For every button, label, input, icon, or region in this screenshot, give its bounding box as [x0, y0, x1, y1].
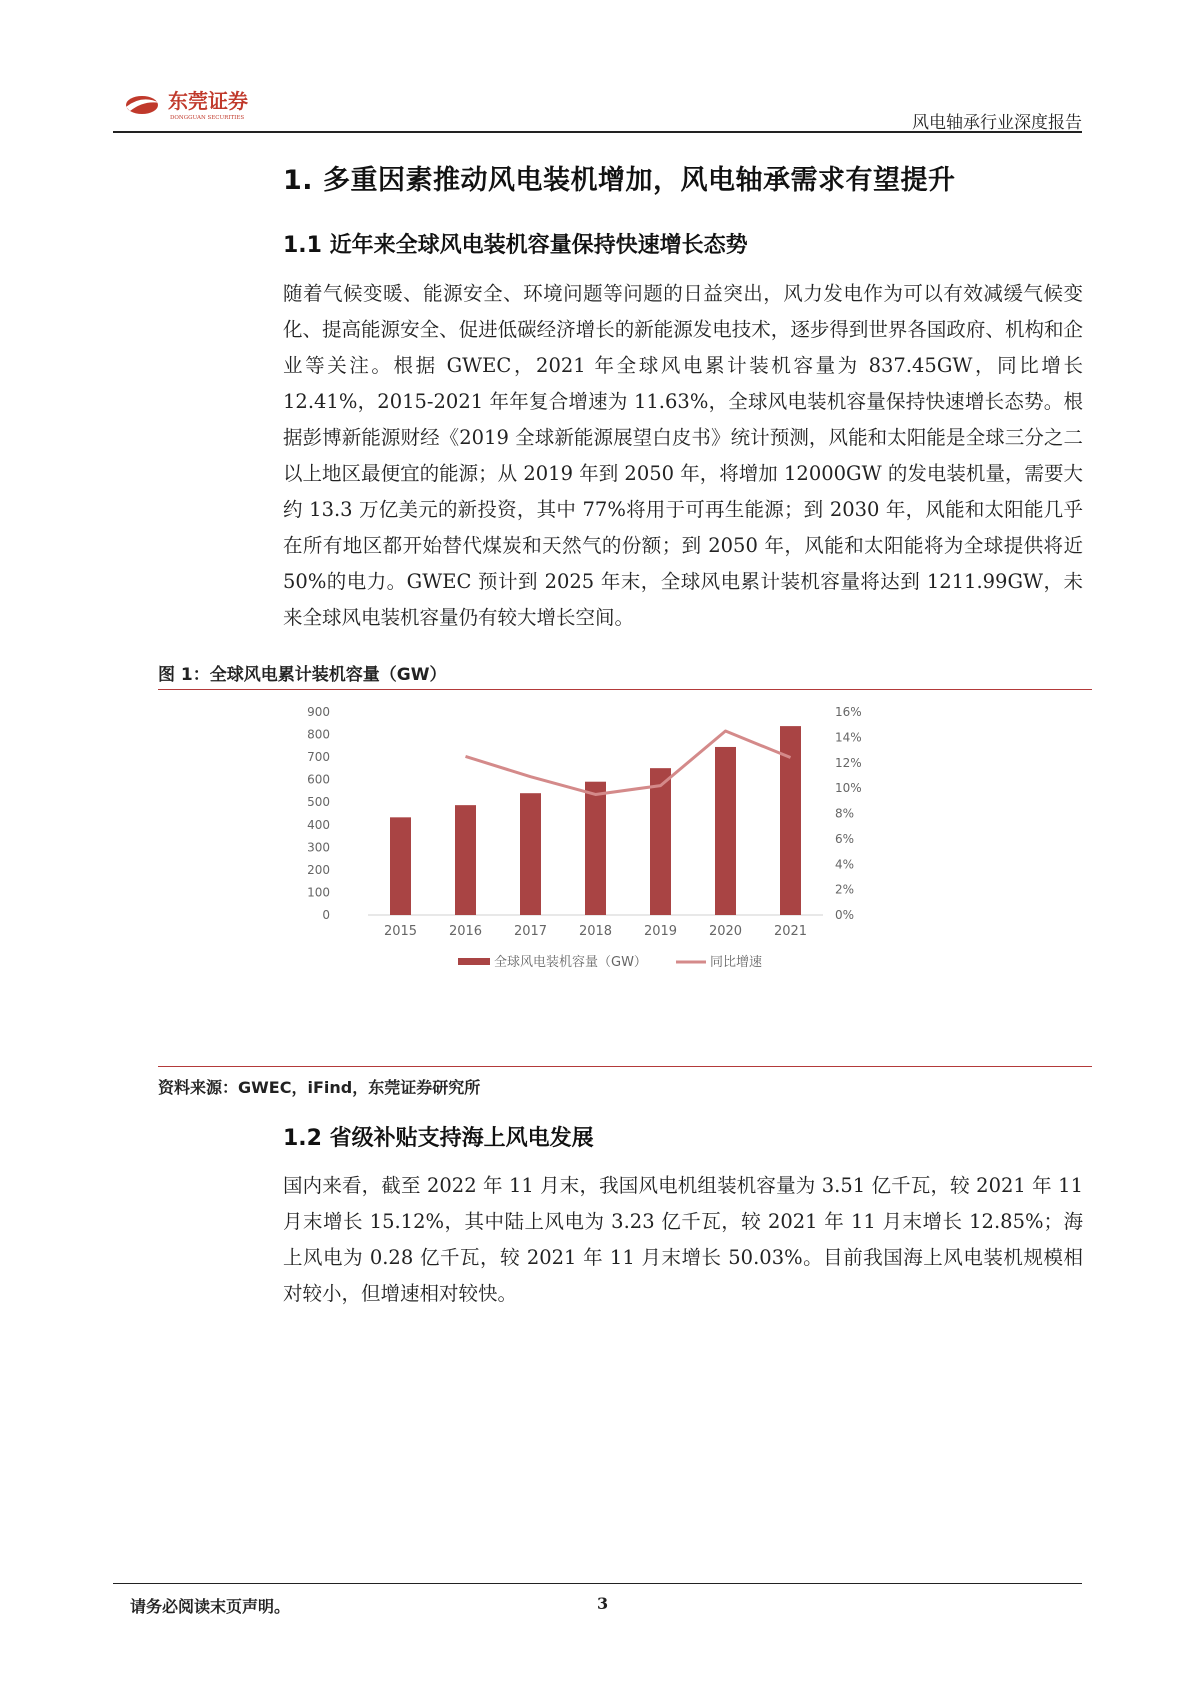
y-right-tick-label: 2%: [835, 882, 855, 897]
y-left-tick-label: 500: [307, 795, 330, 810]
figure-top-rule: [158, 689, 1092, 690]
section-1-2-heading: 1.2 省级补贴支持海上风电发展: [283, 1126, 594, 1151]
section-1-heading: 1. 多重因素推动风电装机增加，风电轴承需求有望提升: [283, 165, 956, 196]
y-right-tick-label: 10%: [835, 781, 862, 796]
bar-2016: [455, 805, 476, 915]
y-left-tick-label: 200: [307, 862, 330, 877]
section-1-1-heading: 1.1 近年来全球风电装机容量保持快速增长态势: [283, 233, 748, 258]
legend-bar-label: 全球风电装机容量（GW）: [494, 955, 647, 970]
growth-rate-line: [466, 731, 791, 794]
section-1-2-paragraph: 国内来看，截至 2022 年 11 月末，我国风电机组装机容量为 3.51 亿千瓦，较 2021 年 11 月末增长 15.12%，其中陆上风电为 3.23 亿千瓦，较 2021 年 11 月末增长 12.85%；海上风电为 0.28 亿千瓦，较 2021 年 11 月末增长 50.03%。目前我国海上风电装机规模相对较小，但增速相对较快。: [283, 1174, 1083, 1305]
y-left-tick-label: 700: [307, 750, 330, 765]
header-divider: [113, 131, 1082, 133]
logo-en-text: DONGGUAN SECURITIES: [170, 115, 245, 121]
y-left-tick-label: 800: [307, 727, 330, 742]
x-tick-label: 2015: [383, 924, 418, 939]
figure-1-caption: 图 1：全球风电累计装机容量（GW）: [158, 665, 447, 685]
y-left-tick-label: 300: [307, 840, 330, 855]
y-right-tick-label: 12%: [835, 755, 862, 770]
report-title: 风电轴承行业深度报告: [912, 113, 1082, 133]
bar-2019: [650, 768, 671, 915]
y-right-tick-label: 4%: [835, 857, 855, 872]
x-tick-label: 2017: [513, 924, 548, 939]
x-tick-label: 2016: [448, 924, 483, 939]
page-number: 3: [597, 1594, 609, 1613]
y-right-tick-label: 0%: [835, 908, 855, 922]
y-right-tick-label: 16%: [835, 705, 862, 719]
bar-2015: [390, 817, 411, 915]
section-1-1-paragraph: 随着气候变暖、能源安全、环境问题等问题的日益突出，风力发电作为可以有效减缓气候变化、提高能源安全、促进低碳经济增长的新能源发电技术，逐步得到世界各国政府、机构和企业等关注。根据 GWEC，2021 年全球风电累计装机容量为 837.45GW，同比增长 12.41%，2015-2021 年年复合增速为 11.63%，全球风电装机容量保持快速增长态势。根据彭博新能源财经《2019 全球新能源展望白皮书》统计预测，风能和太阳能是全球三分之二以上地区最便宜的能源；从 2019 年到 2050 年，将增加 12000GW 的发电装机量，需要大约 13.3 万亿美元的新投资，其中 77%将用于可再生能源；到 2030 年，风能和太阳能几乎在所有地区都开始替代煤炭和天然气的份额；到 2050 年，风能和太阳能将为全球提供将近 50%的电力。GWEC 预计到 2025 年末，全球风电累计装机容量将达到 1211.99GW，未来全球风电装机容量仍有较大增长空间。: [283, 282, 1083, 629]
company-logo: [120, 84, 320, 124]
y-right-tick-label: 14%: [835, 730, 862, 745]
legend-bar-swatch: [458, 958, 490, 965]
y-left-tick-label: 400: [307, 817, 330, 832]
figure-bottom-rule: [158, 1066, 1092, 1067]
x-tick-label: 2018: [578, 924, 613, 939]
y-left-tick-label: 600: [307, 772, 330, 787]
logo-cn-text: 东莞证券: [168, 89, 248, 113]
wind-capacity-chart: [158, 692, 1092, 1064]
y-left-tick-label: 900: [307, 705, 330, 719]
y-right-tick-label: 8%: [835, 806, 855, 821]
x-tick-label: 2019: [643, 924, 678, 939]
y-left-tick-label: 100: [307, 885, 330, 900]
bar-2017: [520, 793, 541, 915]
x-tick-label: 2021: [773, 924, 808, 939]
legend-line-label: 同比增速: [710, 955, 763, 970]
y-right-tick-label: 6%: [835, 831, 855, 846]
bar-2020: [715, 747, 736, 915]
y-left-tick-label: 0: [322, 908, 330, 922]
figure-1-source: 资料来源：GWEC，iFind，东莞证券研究所: [158, 1078, 481, 1097]
footer-divider: [113, 1583, 1082, 1584]
disclaimer-note: 请务必阅读末页声明。: [130, 1597, 291, 1616]
logo-mark-icon: [120, 84, 320, 124]
bar-2018: [585, 782, 606, 915]
x-tick-label: 2020: [708, 924, 743, 939]
